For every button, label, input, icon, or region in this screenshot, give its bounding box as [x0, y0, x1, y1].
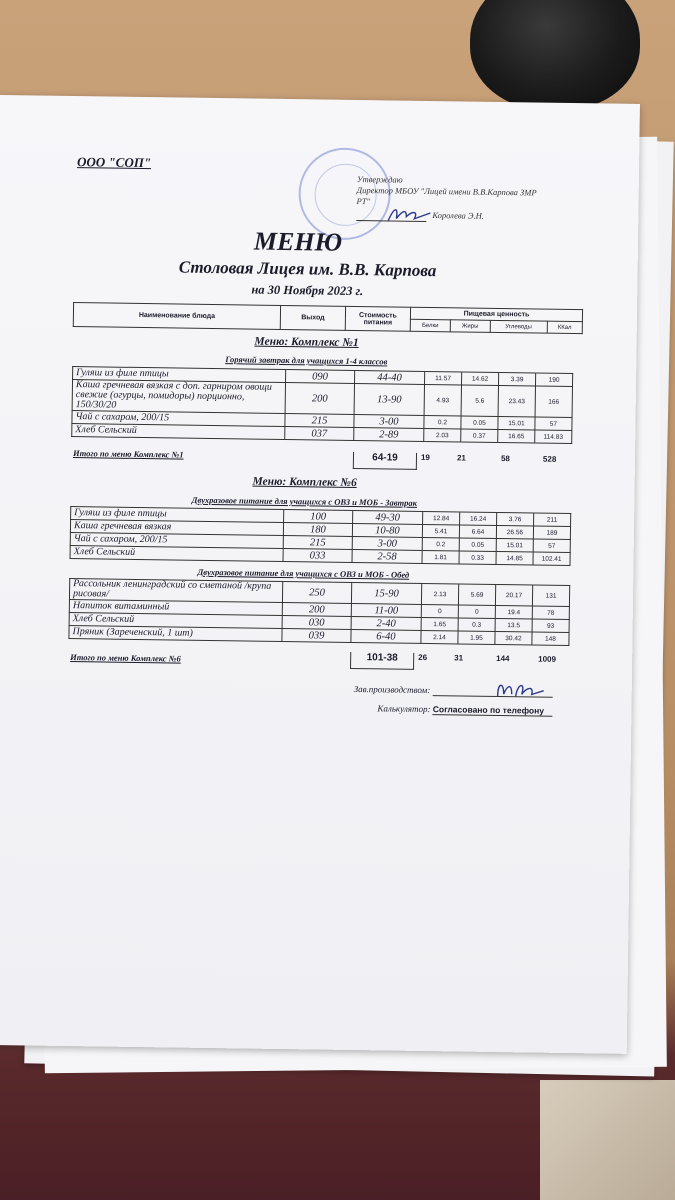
complex6-total-proteins: 26 — [418, 652, 428, 663]
col-nutrition: Пищевая ценность — [410, 307, 582, 321]
cell-fats: 14.62 — [461, 372, 498, 386]
cell-fats: 6.64 — [459, 525, 496, 539]
cell-fats: 0.05 — [461, 416, 498, 430]
cell-dish-name: Хлеб Сельский — [70, 546, 283, 562]
complex6-total-kcal: 1009 — [538, 654, 557, 664]
menu-date: на 30 Ноября 2023 г. — [251, 282, 364, 299]
production-signature — [492, 676, 552, 705]
cell-carbs: 3.76 — [497, 512, 534, 526]
cell-output: 039 — [282, 628, 351, 642]
cell-fats: 0.05 — [459, 538, 496, 552]
col-dish: Наименование блюда — [73, 303, 280, 330]
cell-proteins: 2.03 — [424, 428, 461, 442]
cell-output: 200 — [282, 602, 351, 616]
cell-carbs: 26.56 — [496, 525, 533, 539]
production-label: Зав.производством: — [353, 683, 431, 696]
cell-carbs: 13.5 — [495, 618, 532, 632]
complex6-breakfast-table — [70, 506, 572, 566]
cafeteria-name: Столовая Лицея им. В.В. Карпова — [178, 257, 437, 281]
complex6-lunch-table — [68, 578, 570, 646]
cell-dish-name: Каша гречневая вязкая с доп. гарниром овощи свежие (огурцы, помидоры) порционно, 150/30/20 — [72, 380, 285, 414]
cell-proteins: 0.2 — [422, 537, 459, 551]
col-carbs: Углеводы — [490, 320, 547, 333]
complex6-lunch-subtitle: Двухразовое питание для учащихся с ОВЗ и МОБ - Обед — [197, 566, 410, 580]
cell-output: 033 — [283, 548, 352, 562]
complex1-subtitle: Горячий завтрак для учащихся 1-4 классов — [225, 354, 388, 367]
cell-proteins: 2.13 — [421, 583, 458, 605]
cell-cost: 10-80 — [352, 523, 422, 537]
cell-carbs: 20.17 — [495, 584, 532, 606]
cell-kcal: 166 — [535, 386, 572, 418]
cell-proteins: 5.41 — [422, 524, 459, 538]
cell-dish-name: Чай с сахаром, 200/15 — [72, 411, 285, 427]
complex1-title: Меню: Комплекс №1 — [254, 335, 359, 350]
cell-fats: 0.33 — [459, 551, 496, 565]
cell-kcal: 57 — [533, 539, 570, 553]
menu-sheet — [0, 95, 640, 1054]
col-proteins: Белки — [410, 319, 450, 332]
cell-cost: 49-30 — [353, 510, 423, 524]
cell-carbs: 15.01 — [496, 538, 533, 552]
complex1-total-proteins: 19 — [420, 452, 430, 463]
cell-fats: 5.6 — [461, 385, 498, 417]
approval-line-3: РТ" — [356, 195, 371, 207]
cell-carbs: 19.4 — [495, 605, 532, 619]
cell-dish-name: Рассольник ленинградский со сметаной /крупа рисовая/ — [69, 579, 282, 603]
cell-dish-name: Хлеб Сельский — [69, 613, 282, 629]
cell-proteins: 11.57 — [424, 371, 461, 385]
cell-output: 100 — [284, 510, 353, 524]
cell-kcal: 93 — [532, 619, 569, 633]
complex6-total-fats: 31 — [454, 653, 464, 663]
cell-dish-name: Каша гречневая вязкая — [70, 520, 283, 536]
col-kcal: ККал — [547, 321, 582, 333]
cell-cost: 2-40 — [351, 616, 421, 630]
table-header — [73, 302, 583, 334]
complex1-total-carbs: 58 — [500, 454, 510, 464]
calculator-label: Калькулятор: — [377, 703, 431, 715]
director-signature — [384, 202, 444, 227]
cell-kcal: 102.41 — [533, 552, 570, 566]
cell-proteins: 12.84 — [423, 511, 460, 525]
cell-output: 215 — [285, 414, 354, 428]
cell-output: 030 — [282, 615, 351, 629]
cell-carbs: 14.85 — [496, 551, 533, 565]
cell-kcal: 148 — [532, 632, 569, 646]
page-title: МЕНЮ — [253, 226, 343, 257]
col-fats: Жиры — [450, 320, 490, 333]
cell-output: 037 — [285, 427, 354, 441]
cell-fats: 5.69 — [458, 584, 495, 606]
cell-cost: 3-00 — [352, 536, 422, 550]
cell-output: 090 — [286, 370, 355, 384]
cell-kcal: 190 — [535, 373, 572, 387]
complex1-total-kcal: 528 — [542, 454, 557, 464]
cell-kcal: 57 — [535, 417, 572, 431]
complex1-total-label: Итого по меню Комплекс №1 — [72, 448, 184, 460]
cell-carbs: 3.39 — [498, 372, 535, 386]
complex6-title: Меню: Комплекс №6 — [252, 475, 357, 490]
cell-cost: 2-58 — [352, 549, 422, 563]
floor-tile — [540, 1080, 675, 1200]
cell-carbs: 23.43 — [498, 385, 535, 417]
cell-kcal: 211 — [534, 513, 571, 527]
cell-dish-name: Напиток витаминный — [69, 600, 282, 616]
cell-cost: 15-90 — [351, 582, 421, 604]
cell-cost: 2-89 — [354, 427, 424, 441]
cell-proteins: 0 — [421, 604, 458, 618]
cell-carbs: 30.42 — [495, 631, 532, 645]
cell-cost: 6-40 — [351, 629, 421, 643]
complex6-breakfast-subtitle: Двухразовое питание для учащихся с ОВЗ и МОБ - Завтрак — [191, 494, 418, 508]
complex6-total-cost: 101-38 — [350, 652, 414, 670]
cell-output: 180 — [283, 523, 352, 537]
cell-fats: 0.37 — [461, 429, 498, 443]
cell-cost: 13-90 — [354, 383, 424, 415]
cell-dish-name: Пряник (Зареченский, 1 шт) — [69, 626, 282, 642]
cell-carbs: 15.01 — [498, 416, 535, 430]
cell-kcal: 189 — [533, 526, 570, 540]
calculator — [377, 703, 552, 716]
complex1-total-fats: 21 — [456, 453, 466, 463]
cell-fats: 16.24 — [460, 512, 497, 526]
cell-kcal: 131 — [532, 585, 569, 607]
col-cost: Стоимость питания — [345, 306, 410, 331]
cell-fats: 1.95 — [458, 631, 495, 645]
cell-dish-name: Хлеб Сельский — [72, 424, 285, 440]
cell-fats: 0.3 — [458, 618, 495, 632]
complex6-total-carbs: 144 — [496, 653, 510, 664]
cell-dish-name: Гуляш из филе птицы — [71, 507, 284, 523]
cell-cost: 44-40 — [355, 370, 425, 384]
cell-fats: 0 — [458, 605, 495, 619]
complex1-table — [71, 366, 573, 444]
complex1-total-cost: 64-19 — [353, 452, 417, 470]
cell-proteins: 1.81 — [422, 550, 459, 564]
cell-proteins: 1.65 — [421, 617, 458, 631]
computer-mouse — [470, 0, 640, 110]
cell-output: 215 — [283, 535, 352, 549]
approval-line-2: Директор МБОУ "Лицей имени В.В.Карпова ЗМР — [356, 184, 537, 198]
calculator-value: Согласовано по телефону — [433, 704, 553, 717]
cell-dish-name: Чай с сахаром, 200/15 — [70, 533, 283, 549]
cell-cost: 3-00 — [354, 414, 424, 428]
cell-output: 250 — [282, 581, 351, 603]
cell-cost: 11-00 — [351, 603, 421, 617]
cell-dish-name: Гуляш из филе птицы — [73, 367, 286, 383]
cell-proteins: 4.93 — [424, 384, 461, 416]
cell-carbs: 16.65 — [498, 429, 535, 443]
cell-kcal: 114.83 — [535, 430, 572, 444]
cell-kcal: 78 — [532, 606, 569, 620]
cell-output: 200 — [285, 383, 354, 415]
col-output: Выход — [280, 305, 345, 330]
approval-line-1: Утверждаю — [356, 173, 403, 185]
organization-name: ООО "СОП" — [76, 154, 152, 171]
approver-name: Королева Э.Н. — [432, 210, 484, 221]
cell-proteins: 2.14 — [421, 630, 458, 644]
complex6-total-label: Итого по меню Комплекс №6 — [70, 652, 181, 664]
cell-proteins: 0.2 — [424, 415, 461, 429]
